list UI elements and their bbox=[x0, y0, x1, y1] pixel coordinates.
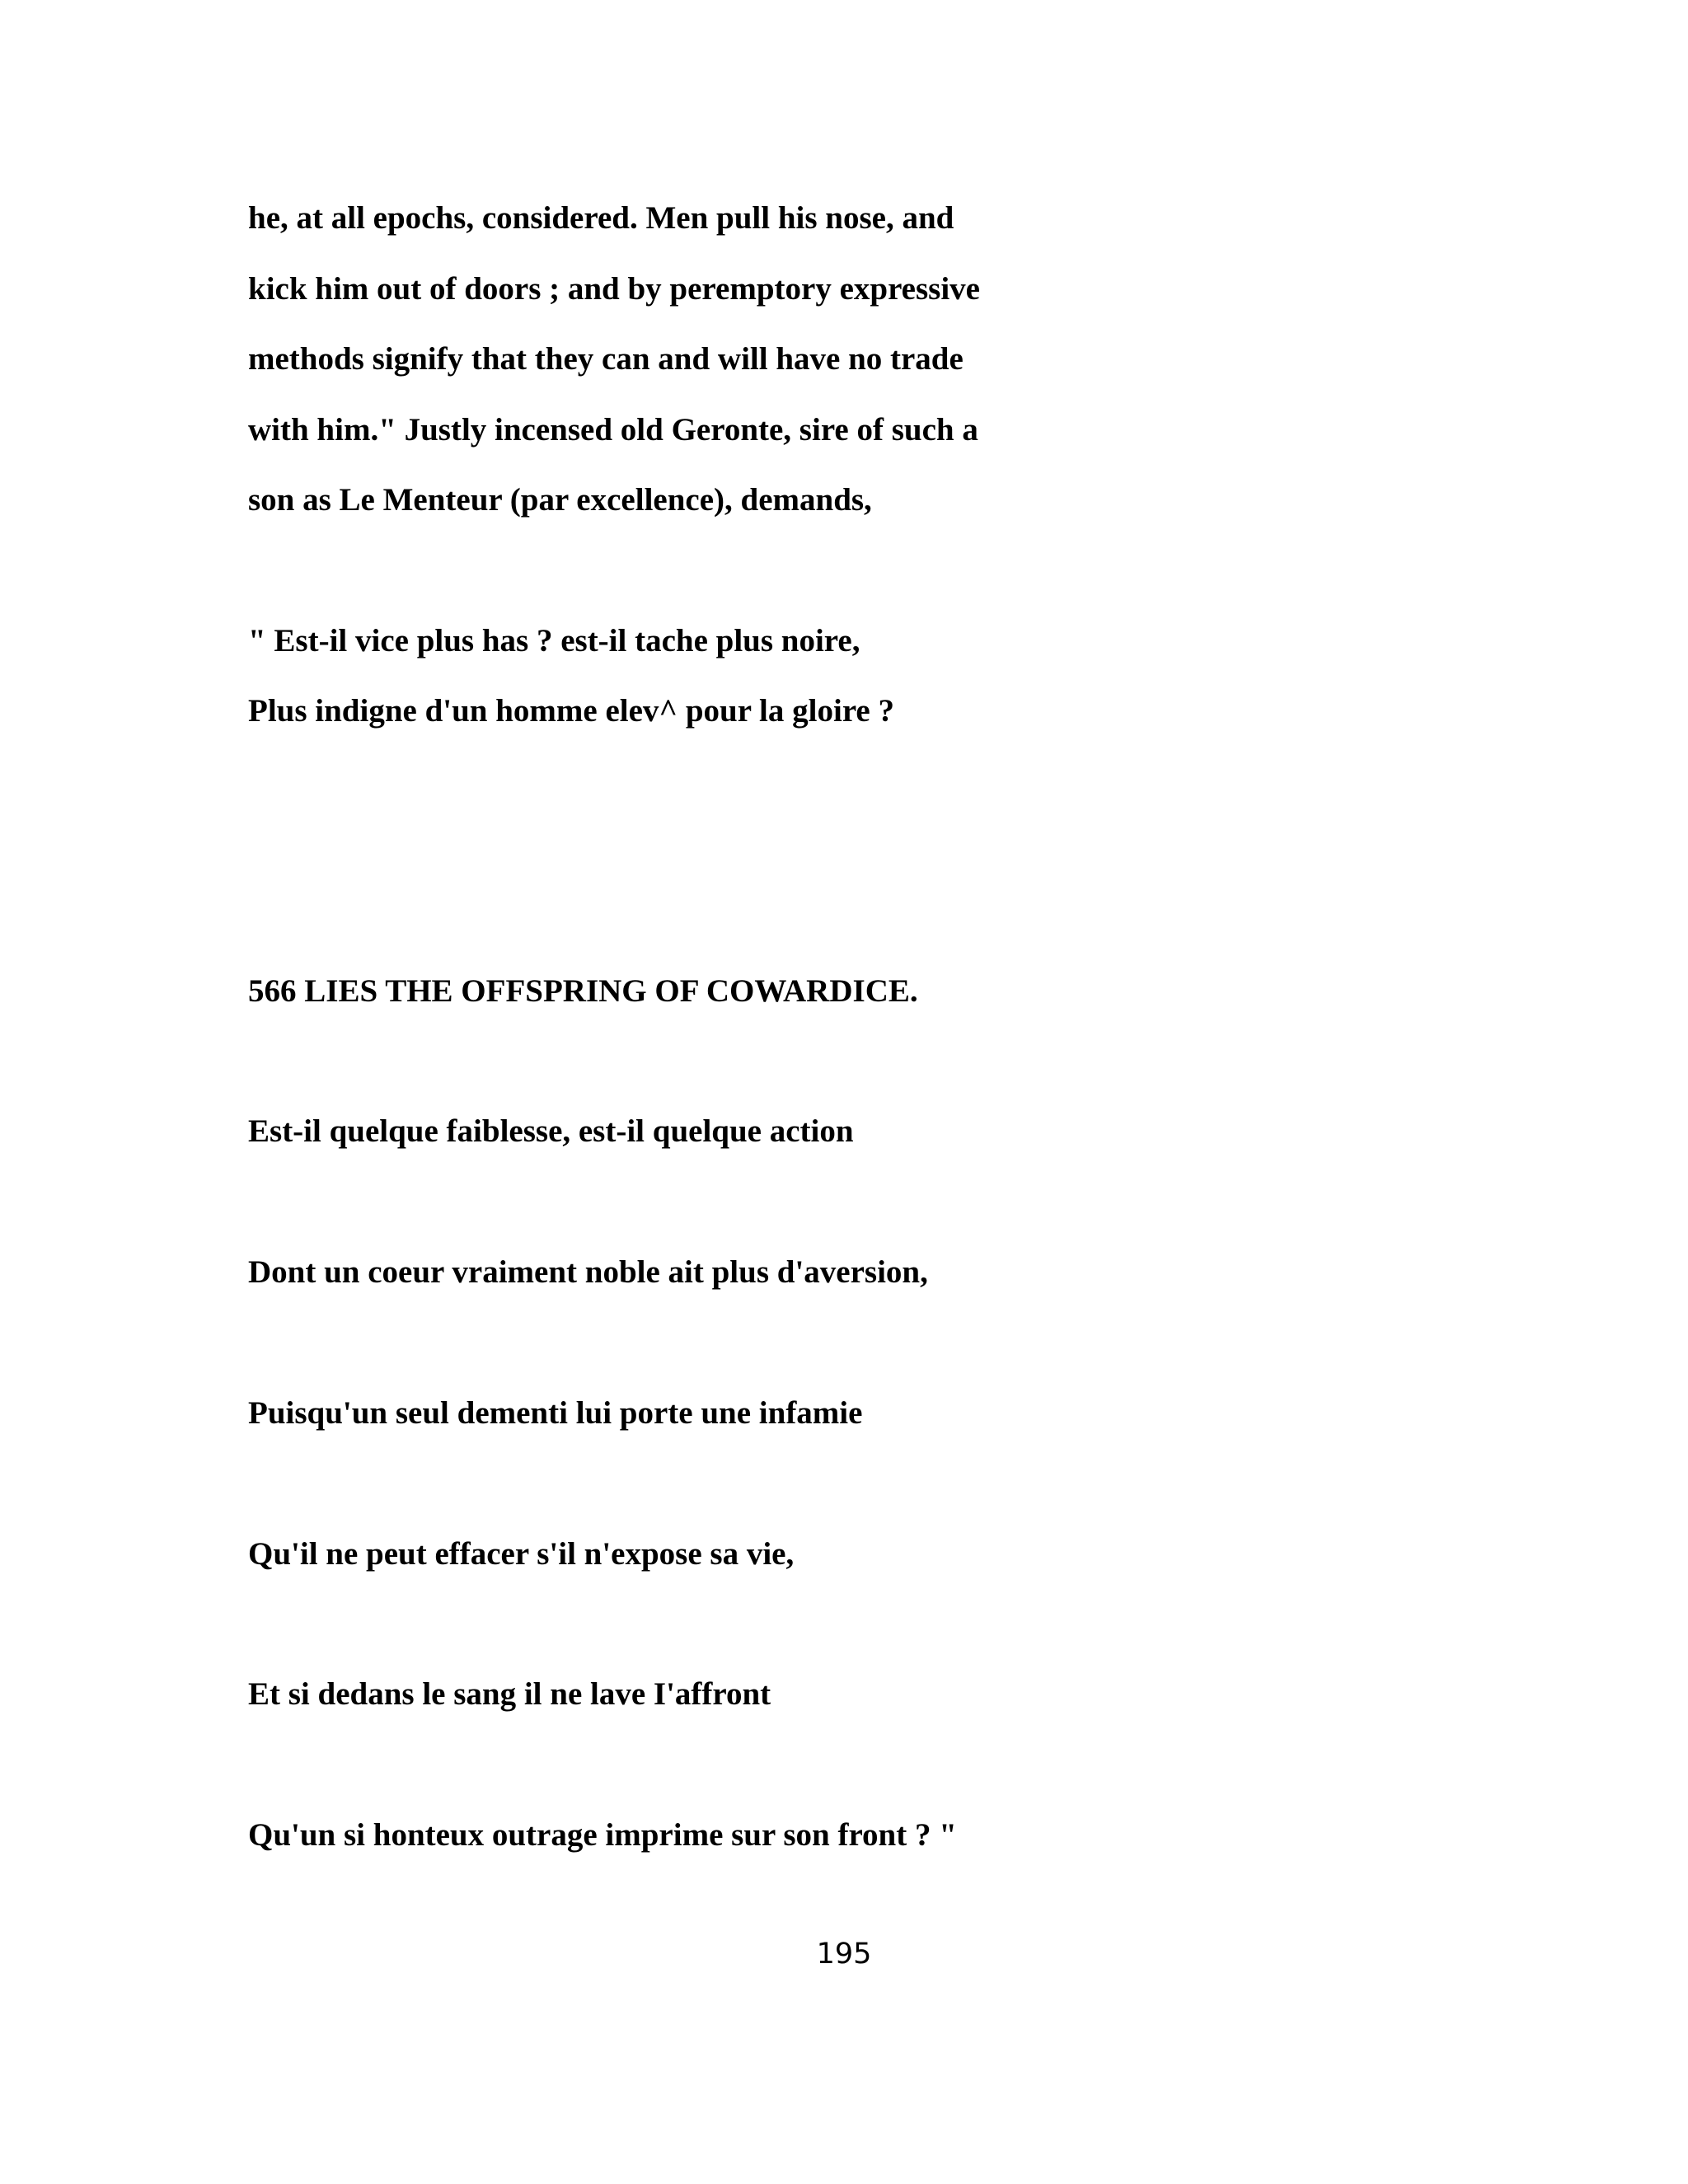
verse-line: Est-il quelque faiblesse, est-il quelque action bbox=[248, 1113, 854, 1149]
verse-line: Puisqu'un seul dementi lui porte une infamie bbox=[248, 1395, 863, 1431]
page-number: 195 bbox=[816, 1938, 872, 1971]
quote-line: Plus indigne d'un homme elev^ pour la gloire ? bbox=[248, 693, 894, 729]
prose-line: with him." Justly incensed old Geronte, sire of such a bbox=[248, 412, 978, 448]
verse-line: Dont un coeur vraiment noble ait plus d'aversion, bbox=[248, 1254, 928, 1290]
prose-line: son as Le Menteur (par excellence), demands, bbox=[248, 482, 872, 518]
quote-line: " Est-il vice plus has ? est-il tache plus noire, bbox=[248, 623, 860, 658]
prose-line: methods signify that they can and will have no trade bbox=[248, 341, 964, 377]
prose-line: kick him out of doors ; and by peremptory expressive bbox=[248, 271, 980, 307]
verse-line: Qu'il ne peut effacer s'il n'expose sa vie, bbox=[248, 1536, 795, 1572]
running-head: 566 LIES THE OFFSPRING OF COWARDICE. bbox=[248, 973, 918, 1009]
prose-line: he, at all epochs, considered. Men pull his nose, and bbox=[248, 200, 954, 236]
verse-line: Qu'un si honteux outrage imprime sur son front ? " bbox=[248, 1817, 957, 1853]
verse-line: Et si dedans le sang il ne lave I'affront bbox=[248, 1676, 771, 1712]
